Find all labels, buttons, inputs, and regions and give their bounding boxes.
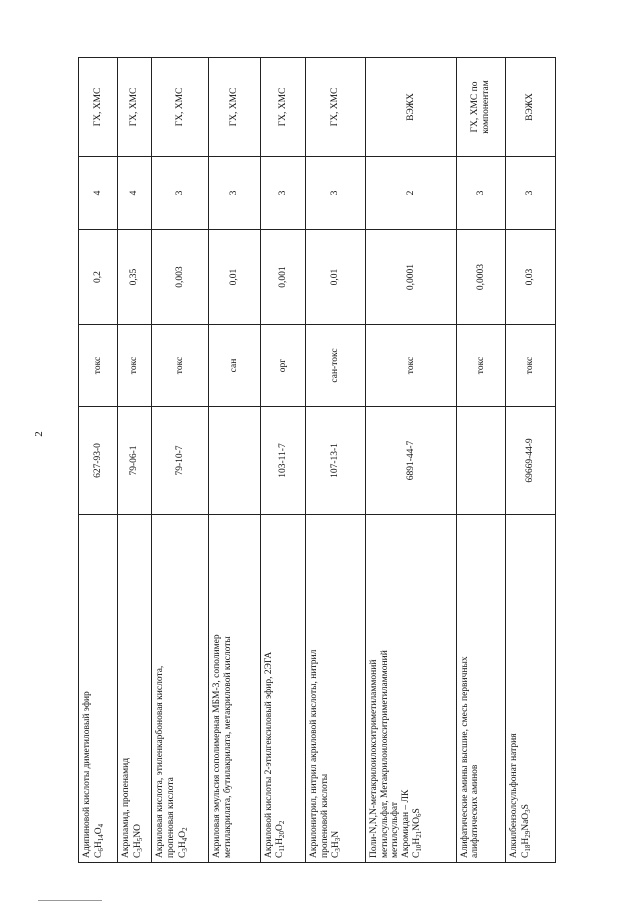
cas-number-cell: 79-06-1	[118, 407, 152, 515]
substance-name-line: Алифатические амины высшие, смесь первичных	[459, 656, 470, 858]
hazard-indicator-cell: токс	[118, 325, 152, 407]
hazard-indicator-cell: сан	[209, 325, 261, 407]
hazard-class-cell: 3	[306, 157, 366, 230]
chemical-formula: $C_{18}H_{29}NaO_3S$	[520, 804, 532, 858]
limit-value-cell: 0,0001	[365, 230, 456, 325]
hazard-class-cell: 3	[209, 157, 261, 230]
substance-name-line: метилакрилата, бутилакрилата, метакриловой кислоты	[222, 636, 233, 858]
substance-name-cell	[260, 515, 305, 863]
hazard-indicator-cell: токс	[365, 325, 456, 407]
chemical-formula: $C_6H_{14}O_4$	[93, 823, 105, 858]
cas-number-cell: 627-93-0	[79, 407, 118, 515]
limit-value-cell: 0,001	[260, 230, 305, 325]
hazard-class-cell: 3	[506, 157, 556, 230]
cas-number-cell: 107-13-1	[306, 407, 366, 515]
cas-number-cell: 6891-44-7	[365, 407, 456, 515]
hazard-indicator-cell: орг	[260, 325, 305, 407]
limit-value-cell: 0,35	[118, 230, 152, 325]
substance-name-line: пропеновая кислота	[165, 777, 176, 858]
table-row	[79, 58, 118, 863]
substance-name-line: Алкилбензолсульфонат натрия	[509, 733, 520, 858]
substance-name-line: Акриловая кислота, этиленкарбоновая кислота,	[155, 665, 166, 858]
substance-name-line: Акриламид, пропенамид	[121, 757, 132, 858]
limit-value-cell: 0,01	[209, 230, 261, 325]
analysis-method-cell: ГХ, ХМС	[260, 58, 305, 157]
hazard-class-cell: 3	[260, 157, 305, 230]
substance-name-line: Поли-N,N,N-метакрилоилокситриметиламмоний	[368, 659, 379, 858]
substance-name-cell	[456, 515, 506, 863]
analysis-method-cell: ГХ, ХМС	[152, 58, 209, 157]
substance-name-line: Адипиновой кислоты диметиловый эфир	[82, 691, 92, 858]
table-row	[152, 58, 209, 863]
chemical-formula: $C_3H_5NO$	[132, 824, 144, 858]
page-number: 2	[32, 431, 45, 437]
table-body	[79, 58, 556, 863]
limit-value-cell: 0,003	[152, 230, 209, 325]
substance-name-cell	[506, 515, 556, 863]
table-row	[306, 58, 366, 863]
cas-number-cell: 103-11-7	[260, 407, 305, 515]
chemical-formula: $C_{10}H_{21}NO_6S$	[412, 808, 424, 858]
hazard-indicator-cell: сан-токс	[306, 325, 366, 407]
rotated-table-container	[78, 58, 556, 863]
table-row	[209, 58, 261, 863]
substance-name-line: метилсульфат	[390, 802, 401, 858]
hazard-class-cell: 3	[152, 157, 209, 230]
table-row	[506, 58, 556, 863]
analysis-method-cell: ВЭЖХ	[365, 58, 456, 157]
substances-table	[78, 57, 556, 863]
substance-name-cell	[118, 515, 152, 863]
hazard-indicator-cell: токс	[456, 325, 506, 407]
substance-name-line: метилсульфат, Метакрилоилокситриметиламмоний	[379, 650, 390, 858]
table-row	[118, 58, 152, 863]
analysis-method-cell: ГХ, ХМС по компонентам	[456, 58, 506, 157]
chemical-formula: $C_3H_3N$	[331, 830, 343, 858]
chemical-formula: $C_3H_4O_2$	[177, 827, 189, 858]
substance-name-cell	[79, 515, 118, 863]
analysis-method-cell: ВЭЖХ	[506, 58, 556, 157]
cas-number-cell	[456, 407, 506, 515]
analysis-method-cell: ГХ, ХМС	[118, 58, 152, 157]
table-row	[456, 58, 506, 863]
limit-value-cell: 0,2	[79, 230, 118, 325]
cas-number-cell: 79-10-7	[152, 407, 209, 515]
substance-name-cell	[306, 515, 366, 863]
limit-value-cell: 0,03	[506, 230, 556, 325]
hazard-class-cell: 4	[118, 157, 152, 230]
substance-name-line: алифатических аминов	[470, 764, 481, 858]
substance-name-cell	[209, 515, 261, 863]
substance-name-line: пропеновой кислоты	[319, 773, 330, 858]
limit-value-cell: 0,0003	[456, 230, 506, 325]
hazard-class-cell: 2	[365, 157, 456, 230]
hazard-class-cell: 4	[79, 157, 118, 230]
chemical-formula: $C_{11}H_{20}O_2$	[275, 820, 287, 858]
bottom-rule	[38, 900, 102, 901]
substance-name-line: Акриловой кислоты 2-этилгексиловый эфир, 2ЭГА	[263, 651, 274, 858]
substance-name-line: Акрилонитрил, нитрил акриловой кислоты, нитрил	[309, 649, 320, 858]
substance-name-line: Акриловая эмульсия сополимерная МБМ-3, сополимер	[212, 634, 223, 858]
hazard-indicator-cell: токс	[152, 325, 209, 407]
analysis-method-cell: ГХ, ХМС	[306, 58, 366, 157]
table-row	[260, 58, 305, 863]
limit-value-cell: 0,01	[306, 230, 366, 325]
substance-name-cell	[365, 515, 456, 863]
analysis-method-cell: ГХ, ХМС	[79, 58, 118, 157]
hazard-indicator-cell: токс	[506, 325, 556, 407]
cas-number-cell	[209, 407, 261, 515]
substance-name-cell	[152, 515, 209, 863]
cas-number-cell: 69669-44-9	[506, 407, 556, 515]
hazard-class-cell: 3	[456, 157, 506, 230]
hazard-indicator-cell: токс	[79, 325, 118, 407]
table-row	[365, 58, 456, 863]
analysis-method-cell: ГХ, ХМС	[209, 58, 261, 157]
substance-name-line: Акромидан – ЛК	[400, 789, 411, 858]
